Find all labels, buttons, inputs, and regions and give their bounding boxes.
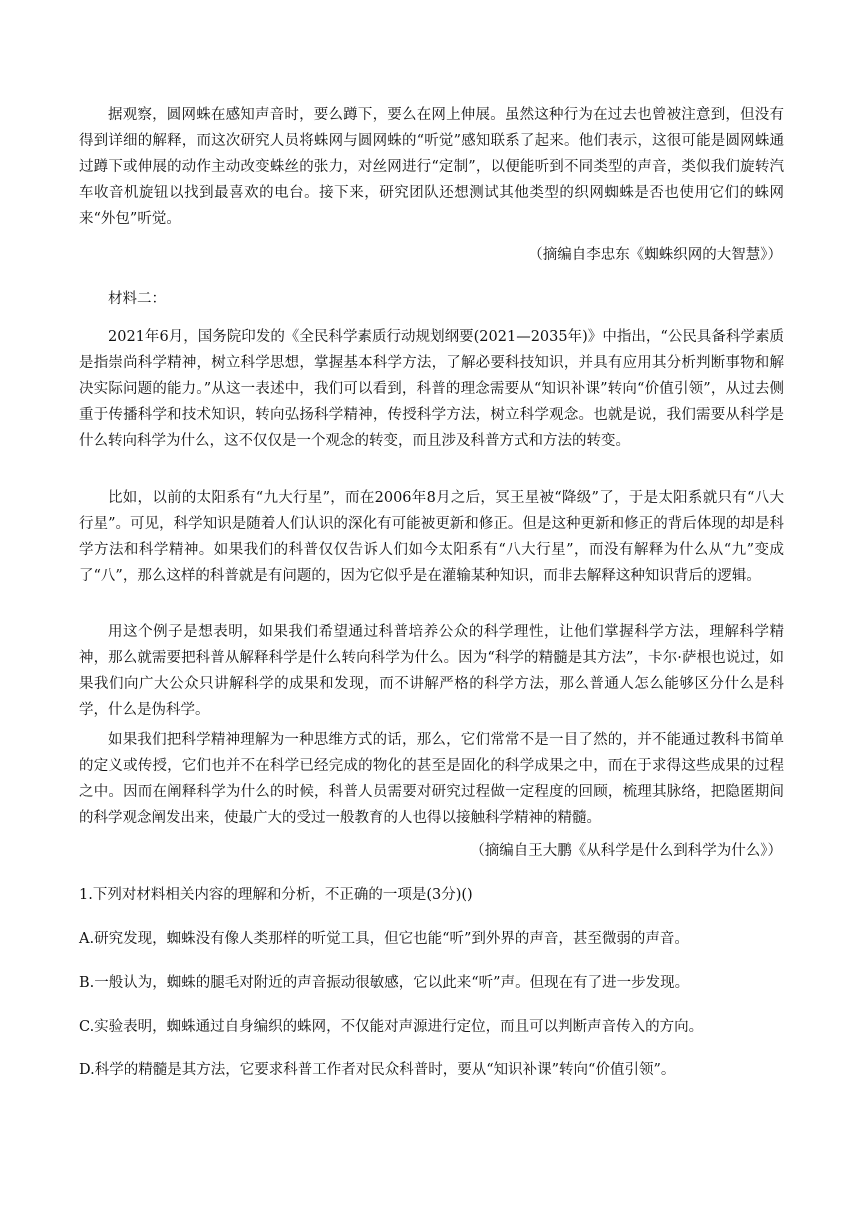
source-citation-2: （摘编自王大鹏《从科学是什么到科学为什么》） <box>470 843 782 859</box>
paragraph-orb-weaver-hearing: 据观察，圆网蛛在感知声音时，要么蹲下，要么在网上伸展。虽然这种行为在过去也曾被注意到，但没有得到详细的解释，而这次研究人员将蛛网与圆网蛛的“听觉”感知联系了起来。他们表示，这很可能是圆网蛛通过蹲下或伸展的动作主动改变蛛丝的张力，对丝网进行“定制”，以便能听到不同类型的声音，类似我们旋转汽车收音机旋钮以找到最喜欢的电台。接下来，研究团队还想测试其他类型的织网蜘蛛是否也使用它们的蛛网来“外包”听觉。 <box>79 107 784 227</box>
material-2-label: 材料二： <box>108 291 166 307</box>
source-citation-1: （摘编自李忠东《蜘蛛织网的大智慧》） <box>528 247 782 263</box>
paragraph-planets-example: 比如，以前的太阳系有“九大行星”，而在2006年8月之后，冥王星被“降级”了，于是太阳系就只有“八大行星”。可见，科学知识是随着人们认识的深化有可能被更新和修正。但是这种更新和修正的背后体现的却是科学方法和科学精神。如果我们的科普仅仅告诉人们如今太阳系有“八大行星”，而没有解释为什么从“九”变成了“八”，那么这样的科普就是有问题的，因为它似乎是在灌输某种知识，而非去解释这种知识背后的逻辑。 <box>79 490 784 584</box>
option-b: B.一般认为，蜘蛛的腿毛对附近的声音振动很敏感，它以此来“听”声。但现在有了进一步发现。 <box>79 975 690 991</box>
option-c: C.实验表明，蜘蛛通过自身编织的蛛网，不仅能对声源进行定位，而且可以判断声音传入的方向。 <box>79 1019 704 1035</box>
question-stem: 1.下列对材料相关内容的理解和分析，不正确的一项是(3分)() <box>79 887 473 903</box>
paragraph-science-literacy: 2021年6月，国务院印发的《全民科学素质行动规划纲要(2021—2035年)》中指出，“公民具备科学素质是指崇尚科学精神，树立科学思想，掌握基本科学方法，了解必要科技知识，并具有应用其分析判断事物和解决实际问题的能力。”从这一表述中，我们可以看到，科普的理念需要从“知识补课”转向“价值引领”，从过去侧重于传播科学和技术知识，转向弘扬科学精神，传授科学方法，树立科学观念。也就是说，我们需要从科学是什么转向科学为什么，这不仅仅是一个观念的转变，而且涉及科普方式和方法的转变。 <box>79 329 784 449</box>
paragraph-scientific-spirit: 如果我们把科学精神理解为一种思维方式的话，那么，它们常常不是一目了然的，并不能通过教科书简单的定义或传授，它们也并不在科学已经完成的物化的甚至是固化的科学成果之中，而在于求得这些成果的过程之中。因而在阐释科学为什么的时候，科普人员需要对研究过程做一定程度的回顾，梳理其脉络，把隐匿期间的科学观念阐发出来，使最广大的受过一般教育的人也得以接触科学精神的精髓。 <box>79 732 784 826</box>
option-a: A.研究发现，蜘蛛没有像人类那样的听觉工具，但它也能“听”到外界的声音，甚至微弱的声音。 <box>79 931 689 947</box>
option-d: D.科学的精髓是其方法，它要求科普工作者对民众科普时，要从“知识补课”转向“价值引领”。 <box>79 1062 676 1078</box>
paragraph-scientific-method: 用这个例子是想表明，如果我们希望通过科普培养公众的科学理性，让他们掌握科学方法，理解科学精神，那么就需要把科普从解释科学是什么转向科学为什么。因为“科学的精髓是其方法”，卡尔·萨根也说过，如果我们向广大公众只讲解科学的成果和发现，而不讲解严格的科学方法，那么普通人怎么能够区分什么是科学，什么是伪科学。 <box>79 624 784 718</box>
